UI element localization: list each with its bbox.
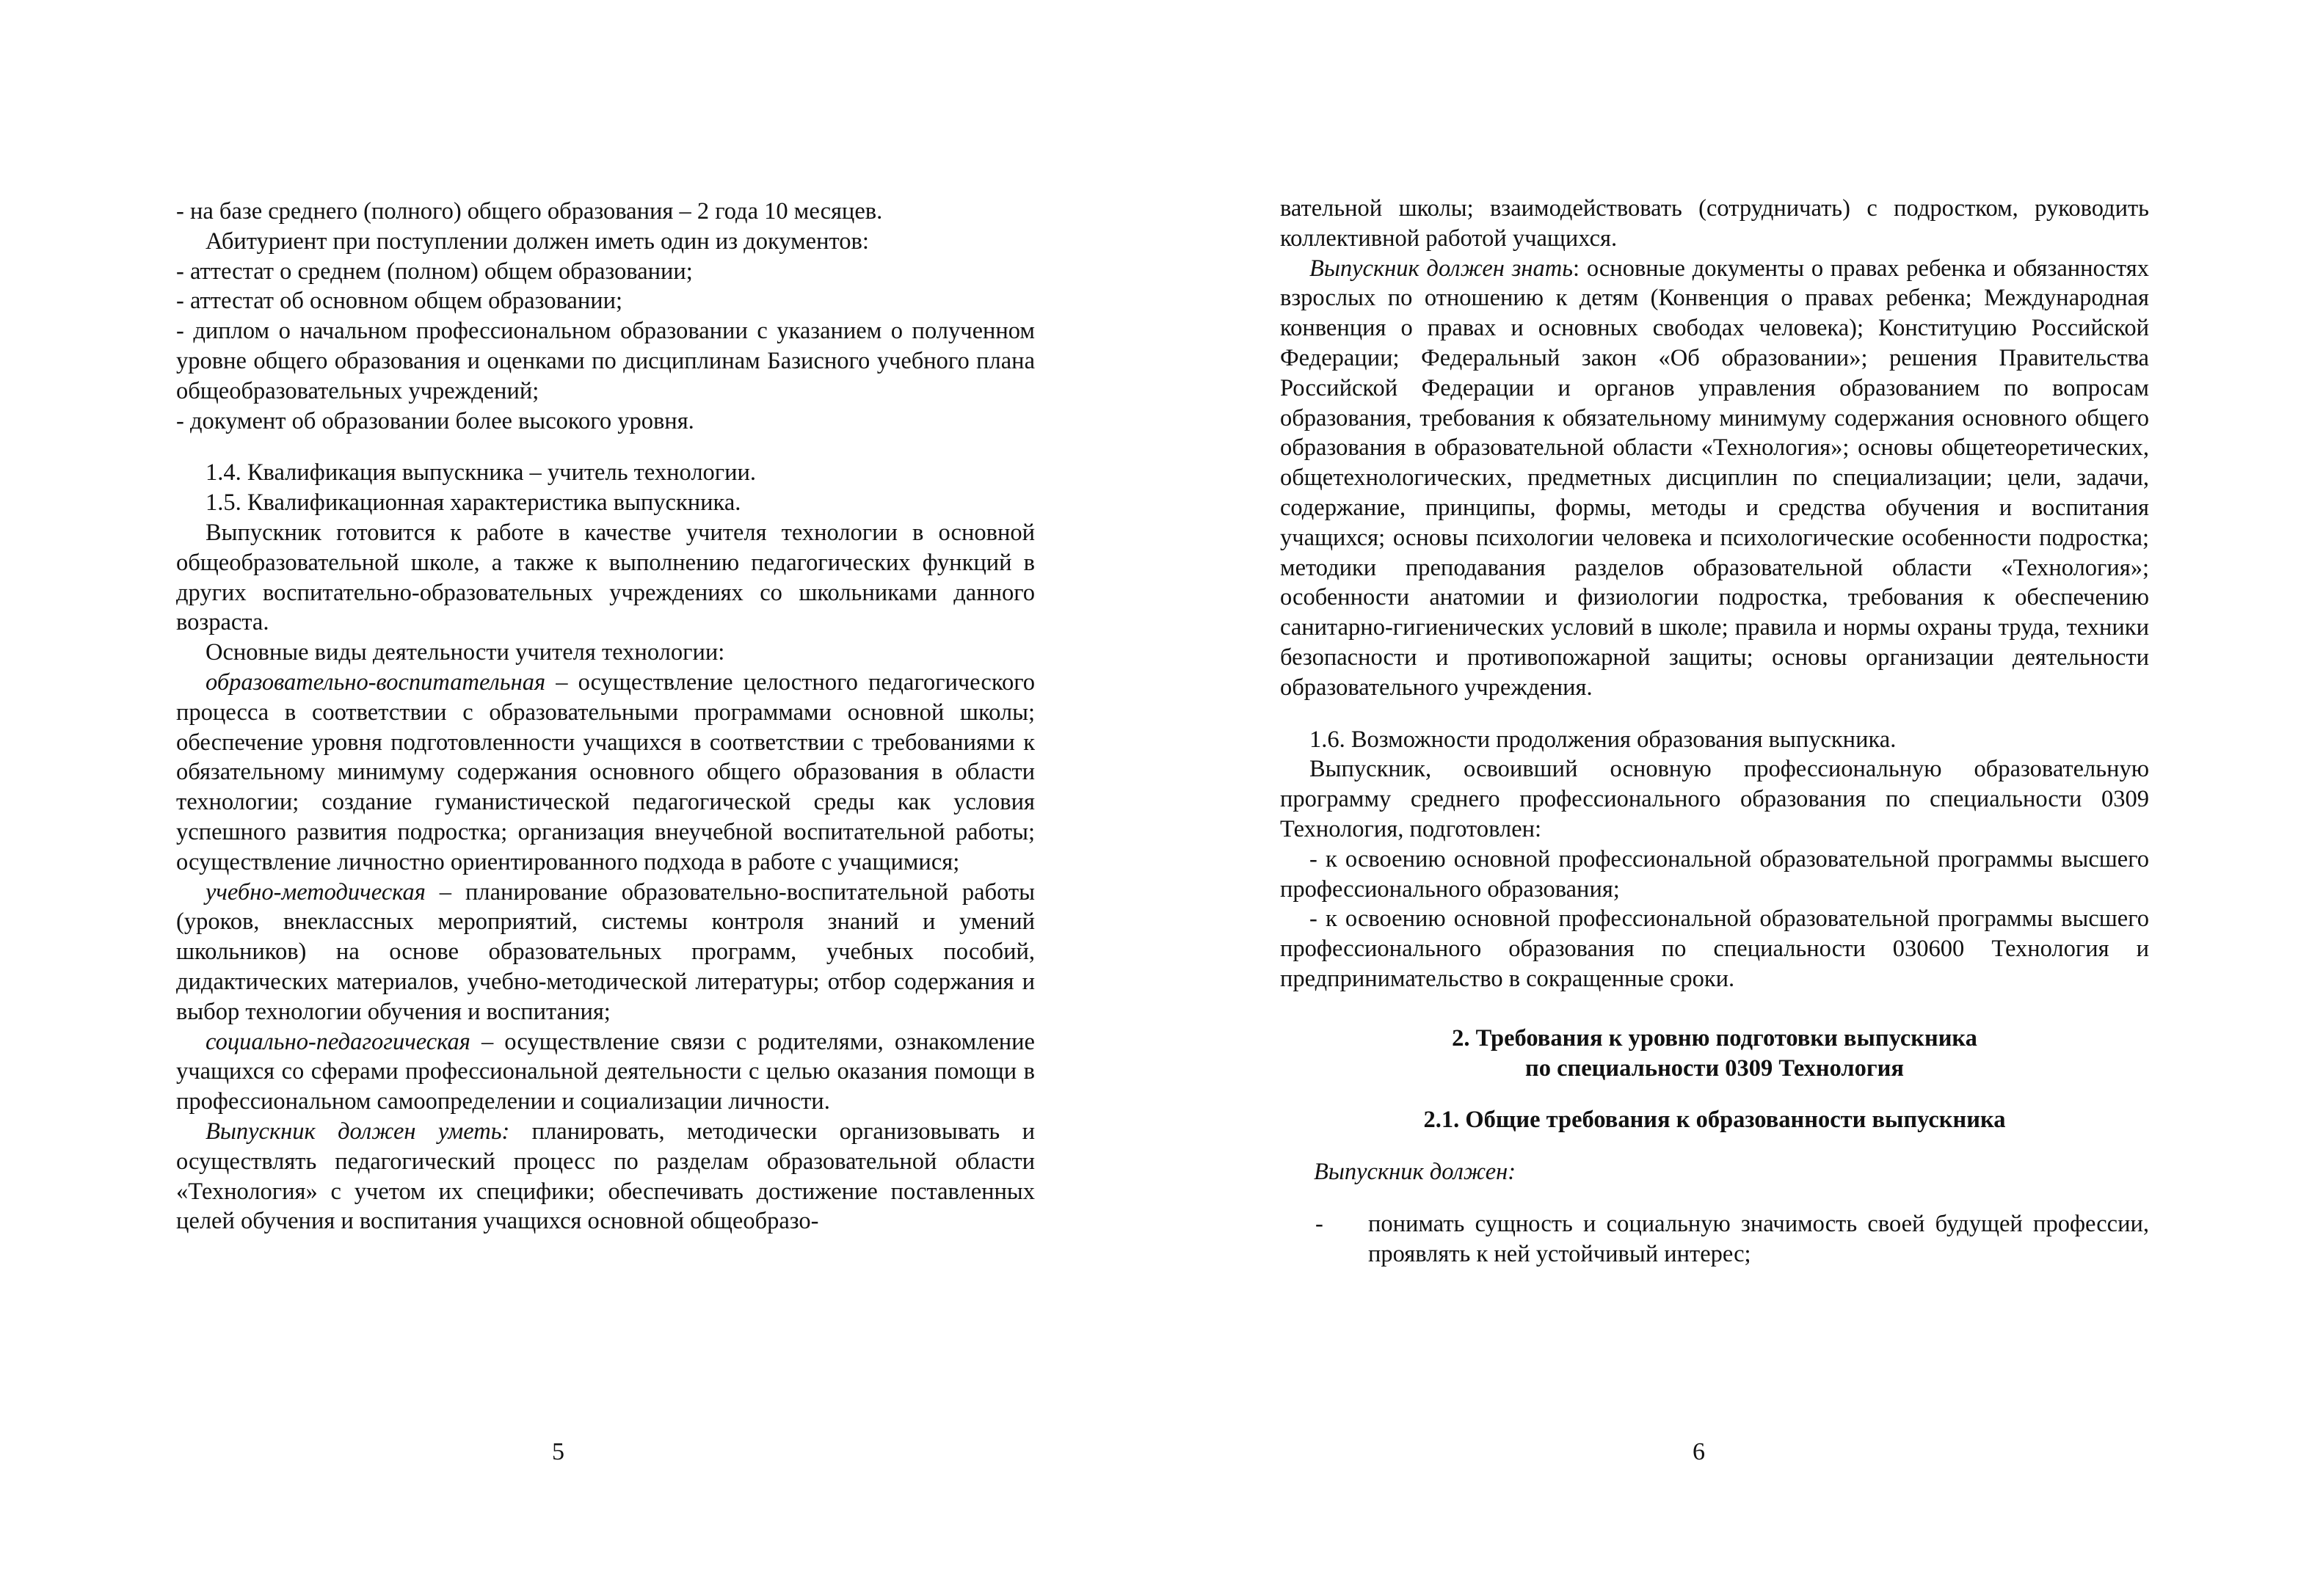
paragraph bbox=[176, 668, 1035, 878]
paragraph: - диплом о начальном профессиональном образовании с указанием о полученном уровне общего образования и оценками по дисциплинам Базисного учебного плана общеобразовательных учреждений; bbox=[176, 318, 1035, 404]
paragraph bbox=[176, 1027, 1035, 1117]
paragraph: Основные виды деятельности учителя технологии: bbox=[206, 639, 725, 666]
paragraph: - документ об образовании более высокого уровня. bbox=[176, 407, 694, 434]
paragraph bbox=[1280, 1157, 2149, 1187]
section-heading: 1.4. Квалификация выпускника – учитель технологии. bbox=[206, 459, 757, 487]
paragraph bbox=[176, 878, 1035, 1027]
list-item-text: понимать сущность и социальную значимость своей будущей профессии, проявлять к ней устойчивый интерес; bbox=[1368, 1210, 2149, 1267]
term: образовательно-воспитательная bbox=[206, 668, 546, 696]
left-page-text bbox=[176, 197, 1035, 1236]
paragraph: - аттестат о среднем (полном) общем образовании; bbox=[176, 258, 693, 285]
paragraph: - к освоению основной профессиональной образовательной программы высшего профессионального образования; bbox=[1280, 845, 2149, 903]
paragraph: Выпускник, освоивший основную профессиональную образовательную программу среднего профессионального образования по специальности 0309 Технология, подготовлен: bbox=[1280, 756, 2149, 842]
term: Выпускник должен знать bbox=[1309, 255, 1574, 282]
term: Выпускник должен уметь: bbox=[206, 1118, 510, 1145]
must-label: Выпускник должен: bbox=[1314, 1159, 1516, 1186]
term-definition: – планирование образовательно-воспитательной работы (уроков, внеклассных мероприятий, системы контроля знаний и умений школьников) на основе образовательных программ, учебных пособий, дидактических материалов, учебно-методической литературы; отбор содержания и выбор технологии обучения и воспитания; bbox=[176, 878, 1035, 1025]
page-number: 5 bbox=[552, 1438, 564, 1465]
paragraph bbox=[1280, 254, 2149, 703]
list-item bbox=[1280, 1209, 2149, 1269]
subsection-heading: 2.1. Общие требования к образованности выпускника bbox=[1423, 1107, 2006, 1134]
term-definition: : основные документы о правах ребенка и обязанностях взрослых по отношению к детям (Конвенция о правах ребенка; Международная конвенция о правах и основных свободах человека); Конституцию Российской Федерации; Федеральный закон «Об образовании»; решения Правительства Российской Федерации и органов управления образованием по вопросам образования, требования к обязательному минимуму содержания основного общего образования в образовательной области «Технология»; основы общетеоретических, общетехнологических, предметных дисциплин по специализации; цели, задачи, содержание, принципы, формы, методы и средства обучения и воспитания учащихся; основы психологии человека и психологические особенности подростка; методики преподавания разделов образовательной области «Технология»; особенности анатомии и физиологии подростка, требования к обеспечению санитарно-гигиенических условий в школе; правила и нормы охраны труда, техники безопасности и противопожарной защиты; основы организации деятельности образовательного учреждения. bbox=[1280, 255, 2149, 701]
term: социально-педагогическая bbox=[206, 1028, 470, 1055]
page-number: 6 bbox=[1693, 1438, 1705, 1465]
term-definition: – осуществление связи с родителями, ознакомление учащихся со сферами профессиональной деятельности с целью оказания помощи в профессиональном самоопределении и социализации личности. bbox=[176, 1028, 1035, 1115]
chapter-heading: 2. Требования к уровню подготовки выпускника bbox=[1452, 1024, 1977, 1052]
term-definition: планировать, методически организовывать и осуществлять педагогический процесс по разделам образовательной области «Технология» с учетом их специфики; обеспечивать достижение поставленных целей обучения и воспитания учащихся основной общеобразо- bbox=[176, 1118, 1035, 1235]
paragraph: вательной школы; взаимодействовать (сотрудничать) с подростком, руководить коллективной работой учащихся. bbox=[1280, 195, 2149, 252]
section-heading: 1.5. Квалификационная характеристика выпускника. bbox=[206, 489, 741, 517]
paragraph bbox=[176, 1117, 1035, 1236]
bullet-dash: - bbox=[1315, 1210, 1323, 1237]
section-heading: 1.6. Возможности продолжения образования выпускника. bbox=[1309, 726, 1897, 753]
term: учебно-методическая bbox=[206, 878, 426, 906]
paragraph: Абитуриент при поступлении должен иметь один из документов: bbox=[206, 227, 869, 255]
right-page-text bbox=[1280, 194, 2149, 1269]
chapter-heading: по специальности 0309 Технология bbox=[1525, 1054, 1904, 1082]
paragraph: - аттестат об основном общем образовании; bbox=[176, 288, 623, 315]
paragraph: Выпускник готовится к работе в качестве учителя технологии в основной общеобразовательной школе, а также к выполнению педагогических функций в других воспитательно-образовательных учреждениях со школьниками данного возраста. bbox=[176, 519, 1035, 636]
paragraph: - к освоению основной профессиональной образовательной программы высшего профессионального образования по специальности 030600 Технология и предпринимательство в сокращенные сроки. bbox=[1280, 906, 2149, 992]
term-definition: – осуществление целостного педагогического процесса в соответствии с образовательными программами основной школы; обеспечение уровня подготовленности учащихся в соответствии с требованиями к обязательному минимуму содержания основного общего образования в области технологии; создание гуманистической педагогической среды как условия успешного развития подростка; организация внеучебной воспитательной работы; осуществление личностно ориентированного подхода в работе с учащимися; bbox=[176, 668, 1035, 875]
paragraph: - на базе среднего (полного) общего образования – 2 года 10 месяцев. bbox=[176, 198, 883, 225]
